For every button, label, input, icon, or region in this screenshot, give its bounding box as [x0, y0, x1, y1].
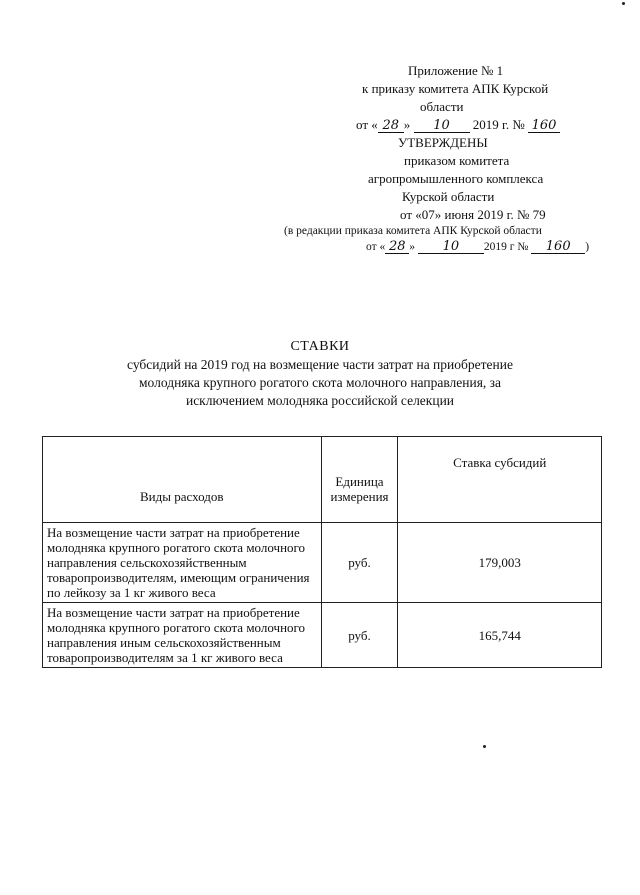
document-title	[60, 338, 580, 410]
row-description: На возмещение части затрат на приобретение молодняка крупного рогатого скота молочного направления иным сельскохозяйственным товаропроизводителям за 1 кг живого веса	[43, 603, 322, 668]
scan-speck	[483, 745, 486, 748]
order-month-handwritten: 10	[414, 119, 470, 133]
edition-date-prefix: от «	[366, 241, 386, 253]
scan-speck	[622, 2, 625, 5]
edition-date-line	[366, 238, 589, 256]
order-date-suffix: 2019 г. №	[472, 117, 525, 132]
row-rate: 165,744	[398, 603, 602, 668]
order-date-line	[356, 116, 560, 134]
order-day-handwritten: 28	[378, 119, 404, 133]
order-reference-line1: к приказу комитета АПК Курской	[362, 81, 549, 96]
original-date-line: от «07» июня 2019 г. № 79	[400, 207, 546, 222]
subsidy-rates-table	[42, 436, 602, 668]
header-expense-type: Виды расходов	[43, 437, 322, 523]
order-number-handwritten: 160	[528, 119, 560, 133]
order-date-prefix: от «	[356, 117, 378, 132]
committee-label: агропромышленного комплекса	[368, 171, 544, 186]
header-rate: Ставка субсидий	[398, 437, 602, 523]
title-line2: молодняка крупного рогатого скота молочного направления, за	[139, 375, 501, 390]
table-row	[43, 523, 602, 603]
edition-number-handwritten: 160	[531, 240, 585, 254]
title-line3: исключением молодняка российской селекции	[185, 393, 455, 408]
appendix-label: Приложение № 1	[408, 63, 504, 78]
order-date-mid: »	[403, 117, 411, 132]
row-unit: руб.	[321, 603, 398, 668]
order-reference-line2: области	[420, 99, 464, 114]
row-rate: 179,003	[398, 523, 602, 603]
title-line1: субсидий на 2019 год на возмещение части затрат на приобретение	[127, 357, 513, 372]
edition-close: )	[585, 241, 590, 253]
title-main: СТАВКИ	[290, 339, 350, 354]
table-row	[43, 603, 602, 668]
header-unit: Единица измерения	[321, 437, 398, 523]
edition-day-handwritten: 28	[385, 240, 409, 254]
approved-label: УТВЕРЖДЕНЫ	[398, 135, 488, 150]
by-order-label: приказом комитета	[404, 153, 510, 168]
row-description: На возмещение части затрат на приобретение молодняка крупного рогатого скота молочного направления сельскохозяйственным товаропроизводителям, имеющим ограничения по лейкозу за 1 кг живого веса	[43, 523, 322, 603]
edition-date-mid: »	[409, 241, 415, 253]
edition-month-handwritten: 10	[418, 240, 484, 254]
row-unit: руб.	[321, 523, 398, 603]
table-header-row	[43, 437, 602, 523]
region-label: Курской области	[402, 189, 495, 204]
edition-line1: (в редакции приказа комитета АПК Курской области	[284, 225, 542, 237]
edition-date-suffix: 2019 г №	[483, 241, 529, 253]
